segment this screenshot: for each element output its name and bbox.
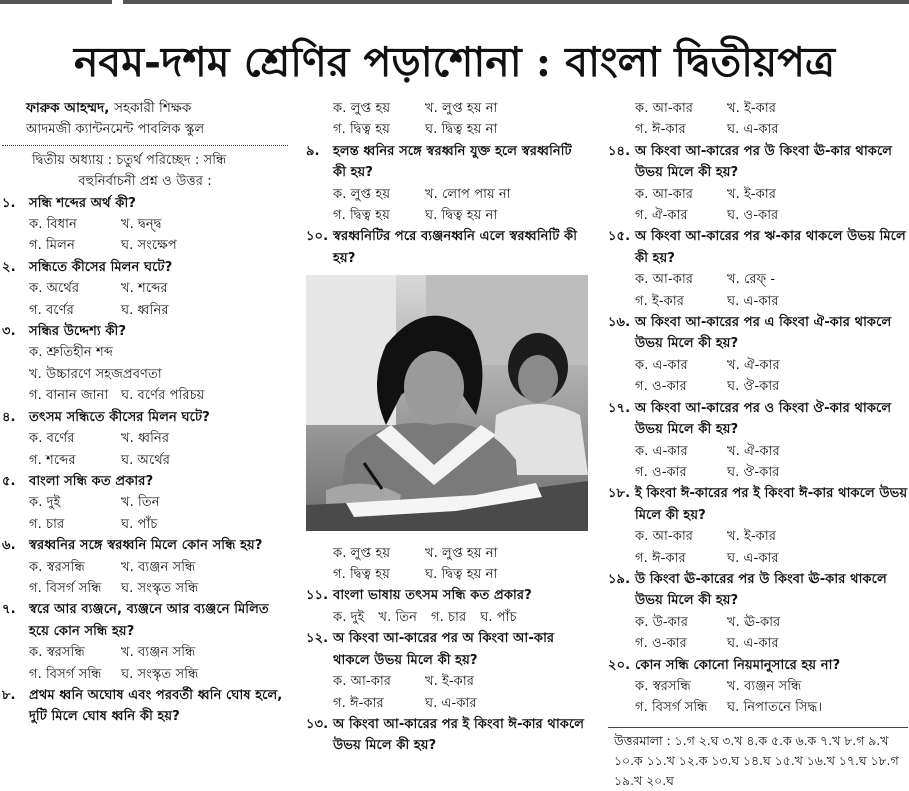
option-row	[2, 300, 288, 321]
question	[608, 483, 908, 526]
option-row	[306, 693, 588, 714]
option: ঘ. এ-কার	[727, 550, 779, 566]
question-text: বাংলা ভাষায় তৎসম সন্ধি কত প্রকার?	[333, 588, 532, 604]
option: গ. ঈ-কার	[333, 695, 384, 711]
option: ক. দুই	[333, 609, 365, 625]
question-text: তৎসম সন্ধিতে কীসের মিলন ঘটে?	[29, 409, 210, 425]
option: ক. লুপ্ত হয়	[333, 545, 391, 561]
option-row	[2, 557, 288, 578]
question-list-2a	[306, 98, 588, 269]
question-number: ১৫.	[608, 229, 631, 245]
question	[608, 398, 908, 441]
question-text: উ কিংবা ঊ-কারের পর উ কিংবা ঊ-কার থাকলে উভয় মিলে কী হয়?	[635, 571, 887, 609]
question-text: স্বরধ্বনির সঙ্গে স্বরধ্বনি মিলে কোন সন্ধি হয়?	[29, 538, 263, 554]
option: ক. স্বরসন্ধি	[29, 645, 85, 661]
question	[306, 628, 588, 671]
option-row	[306, 671, 588, 692]
option: ঘ. ধ্বনির	[121, 302, 169, 318]
option-row	[608, 376, 908, 397]
question-number: ১৮.	[608, 486, 631, 502]
question	[2, 685, 288, 728]
column-2	[306, 98, 588, 757]
option-row	[2, 450, 288, 471]
option: গ. বিসর্গ সন্ধি	[635, 700, 708, 716]
option: খ. ঐ-কার	[727, 443, 780, 459]
option: খ. উচ্চারণে সহজপ্রবণতা	[29, 366, 162, 382]
option: ঘ. দ্বিত্ব হয় না	[425, 208, 498, 224]
question-number: ৯.	[306, 143, 320, 159]
option: ক. আ-কার	[635, 529, 694, 545]
option: খ. ঊ-কার	[727, 614, 781, 630]
question	[608, 655, 908, 676]
option-row	[608, 119, 908, 140]
option-row	[2, 642, 288, 663]
option: গ. দ্বিত্ব হয়	[333, 122, 390, 138]
question-number: ১৯.	[608, 571, 631, 587]
page-title: নবম-দশম শ্রেণির পড়াশোনা : বাংলা দ্বিতীয়পত্র	[73, 38, 836, 86]
option: ঘ. দ্বিত্ব হয় না	[425, 567, 498, 583]
mcq-heading: বহুনির্বাচনী প্রশ্ন ও উত্তর :	[78, 174, 212, 190]
author-role: সহকারী শিক্ষক	[114, 100, 192, 116]
question-number: ৫.	[2, 473, 16, 489]
option: ঘ. সংস্কৃত সন্ধি	[121, 580, 199, 596]
option-row	[608, 98, 908, 119]
option: ঘ. সংক্ষেপ	[121, 238, 177, 254]
option: গ. ই-কার	[635, 293, 684, 309]
question-number: ৪.	[2, 409, 16, 425]
question-number: ৭.	[2, 602, 16, 618]
question-text: হলন্ত ধ্বনির সঙ্গে স্বরধ্বনি যুক্ত হলে স্বরধ্বনিটি কী হয়?	[333, 143, 572, 181]
option-row	[306, 119, 588, 140]
option-row	[2, 342, 288, 363]
option: ক. আ-কার	[333, 674, 392, 690]
option: ক. দুই	[29, 495, 61, 511]
option: গ. ঈ-কার	[635, 550, 686, 566]
question-text: অ কিংবা আ-কারের পর ও কিংবা ঔ-কার থাকলে উভয় মিলে কী হয়?	[635, 400, 892, 438]
question-number: ১১.	[306, 588, 329, 604]
question	[608, 569, 908, 612]
option: খ. ব্যঞ্জন সন্ধি	[121, 559, 196, 575]
option: খ. তিন	[121, 495, 160, 511]
option: খ. লুপ্ত হয় না	[425, 545, 498, 561]
option-row	[608, 548, 908, 569]
question-text: ই কিংবা ঈ-কারের পর ই কিংবা ঈ-কার থাকলে উভয় মিলে কী হয়?	[635, 486, 908, 523]
question-text: অ কিংবা আ-কারের পর ই কিংবা ঈ-কার থাকলে উভয় মিলে কী হয়?	[333, 716, 585, 754]
question-text: সন্ধি শব্দের অর্থ কী?	[29, 195, 136, 211]
option: ঘ. নিপাতনে সিদ্ধ।	[727, 700, 823, 716]
option: খ. লোপ পায় না	[425, 186, 511, 202]
option: ক. এ-কার	[635, 357, 688, 373]
question-number: ৮.	[2, 687, 16, 703]
question-list-2b	[306, 543, 588, 757]
question-text: অ কিংবা আ-কারের পর এ কিংবা ঐ-কার থাকলে উভয় মিলে কী হয়?	[635, 315, 892, 352]
option: ঘ. পাঁচ	[480, 609, 517, 625]
question-text: সন্ধিতে কীসের মিলন ঘটে?	[29, 259, 173, 275]
option-row	[608, 184, 908, 205]
option-row	[608, 526, 908, 547]
option: খ. শব্দের	[121, 281, 168, 297]
option: ক. আ-কার	[635, 186, 694, 202]
option-row	[608, 612, 908, 633]
question-text: অ কিংবা আ-কারের পর উ কিংবা ঊ-কার থাকলে উভয় মিলে কী হয়?	[635, 143, 893, 181]
option-row	[2, 492, 288, 513]
question	[306, 226, 588, 269]
option-row	[2, 364, 288, 385]
option-row	[306, 184, 588, 205]
question-number: ২.	[2, 259, 16, 275]
option-row	[306, 98, 588, 119]
option-row	[2, 578, 288, 599]
option: ঘ. ও-কার	[727, 208, 779, 224]
question-text: অ কিংবা আ-কারের পর ঋ-কার থাকলে উভয় মিলে কী হয়?	[635, 229, 906, 266]
option: গ. বানান জানা	[29, 388, 109, 404]
option: ক. শ্রুতিহীন শব্দ	[29, 345, 114, 361]
question	[306, 141, 588, 184]
top-rule-right	[123, 0, 909, 4]
option: খ. রেফ্ ‍-	[727, 272, 776, 288]
question-text: সন্ধির উদ্দেশ্য কী?	[29, 324, 126, 340]
column-1	[2, 98, 288, 728]
option: ঘ. এ-কার	[727, 636, 779, 652]
option-row	[608, 697, 908, 718]
question-list-3	[608, 98, 908, 719]
option: খ. দ্বন্দ্ব	[121, 217, 162, 233]
option: গ. চার	[29, 516, 65, 532]
option: ক. বর্ণের	[29, 431, 75, 447]
option-row	[2, 385, 288, 406]
author-line	[2, 98, 288, 119]
option-row	[608, 441, 908, 462]
option: খ. লুপ্ত হয় না	[425, 101, 498, 116]
option-row	[2, 235, 288, 256]
option: ক. আ-কার	[635, 101, 694, 116]
option: ক. এ-কার	[635, 443, 688, 459]
option: গ. মিলন	[29, 238, 75, 254]
question	[608, 312, 908, 355]
answer-key: উত্তরমালা : ১.গ ২.ঘ ৩.খ ৪.ক ৫.ক ৬.ক ৭.খ ৮.গ ৯.খ ১০.ক ১১.খ ১২.ক ১৩.ঘ ১৪.ঘ ১৫.খ ১৬.খ ১৭.ঘ ১৮.গ ১৯.খ ২০.ঘ	[608, 727, 908, 791]
option-row	[2, 664, 288, 685]
option: গ. শব্দের	[29, 452, 76, 468]
option: ঘ. সংস্কৃত সন্ধি	[121, 666, 199, 682]
option: ঘ. এ-কার	[727, 293, 779, 309]
option: ক. লুপ্ত হয়	[333, 101, 391, 116]
option-row	[2, 278, 288, 299]
option-row	[306, 607, 588, 628]
question-text: স্বরধ্বনিটির পরে ব্যঞ্জনধ্বনি এলে স্বরধ্বনিটি কী হয়?	[333, 229, 578, 266]
question	[608, 141, 908, 184]
option: ক. বিধান	[29, 217, 77, 233]
option: ঘ. দ্বিত্ব হয় না	[425, 122, 498, 138]
option: গ. বর্ণের	[29, 302, 74, 318]
chapter-title: দ্বিতীয় অধ্যায় : চতুর্থ পরিচ্ছেদ : সন্ধি	[32, 152, 227, 168]
question-number: ২০.	[608, 657, 631, 673]
question-text: স্বরে আর ব্যঞ্জনে, ব্যঞ্জনে আর ব্যঞ্জনে মিলিত হয়ে কোন সন্ধি হয়?	[29, 602, 269, 639]
option: ক. আ-কার	[635, 272, 694, 288]
option-row	[306, 205, 588, 226]
question	[2, 321, 288, 342]
option-row	[608, 355, 908, 376]
option: ঘ. ঔ-কার	[727, 379, 780, 395]
option: খ. ই-কার	[425, 674, 474, 690]
question-text: বাংলা সন্ধি কত প্রকার?	[29, 473, 154, 489]
question-number: ৩.	[2, 324, 16, 340]
option: ঘ. অর্থের	[121, 452, 171, 468]
option: গ. দ্বিত্ব হয়	[333, 567, 390, 583]
author-name: ফারুক আহম্মদ,	[26, 100, 110, 116]
question	[306, 585, 588, 606]
option: খ. ঐ-কার	[727, 357, 780, 373]
author-school: আদমজী ক্যান্টনমেন্ট পাবলিক স্কুল	[26, 122, 205, 138]
option: খ. ই-কার	[727, 529, 776, 545]
question-text: কোন সন্ধি কোনো নিয়মানুসারে হয় না?	[635, 657, 841, 673]
column-3	[608, 98, 908, 791]
option: ক. উ-কার	[635, 614, 688, 630]
option: গ. ও-কার	[635, 379, 687, 395]
question	[2, 599, 288, 642]
option: ক. লুপ্ত হয়	[333, 186, 391, 202]
question-list-1	[2, 193, 288, 728]
question	[2, 535, 288, 556]
option: গ. ও-কার	[635, 636, 687, 652]
question-text: অ কিংবা আ-কারের পর অ কিংবা আ-কার থাকলে উভয় মিলে কী হয়?	[333, 631, 555, 668]
option: গ. ঐ-কার	[635, 208, 688, 224]
question-number: ১৬.	[608, 315, 631, 331]
option: ঘ. বর্ণের পরিচয়	[121, 388, 205, 404]
question	[2, 257, 288, 278]
question-number: ১৭.	[608, 400, 631, 416]
option: খ. তিন	[378, 609, 417, 625]
question	[2, 407, 288, 428]
option: খ. ই-কার	[727, 186, 776, 202]
option-row	[2, 214, 288, 235]
students-writing-exam-photo	[306, 275, 588, 531]
question-number: ১৪.	[608, 143, 631, 159]
option: ঘ. পাঁচ	[121, 516, 158, 532]
option: ক. স্বরসন্ধি	[29, 559, 85, 575]
dotted-divider	[2, 145, 288, 146]
question-number: ১.	[2, 195, 16, 211]
option: ক. অর্থের	[29, 281, 80, 297]
option-row	[608, 269, 908, 290]
option: গ. দ্বিত্ব হয়	[333, 208, 390, 224]
option: গ. বিসর্গ সন্ধি	[29, 666, 102, 682]
question-number: ১২.	[306, 631, 329, 647]
question-text: প্রথম ধ্বনি অঘোষ এবং পরবর্তী ধ্বনি ঘোষ হলে, দুটি মিলে ঘোষ ধ্বনি কী হয়?	[29, 687, 283, 725]
option: গ. ঈ-কার	[635, 122, 686, 138]
option: খ. ব্যঞ্জন সন্ধি	[727, 678, 802, 694]
option: গ. বিসর্গ সন্ধি	[29, 580, 102, 596]
option-row	[306, 564, 588, 585]
option-row	[608, 633, 908, 654]
option: খ. ই-কার	[727, 101, 776, 116]
question	[2, 471, 288, 492]
option: গ. চার	[431, 609, 467, 625]
option: ঘ. এ-কার	[425, 695, 477, 711]
option-row	[2, 428, 288, 449]
option-row	[306, 543, 588, 564]
question	[608, 226, 908, 269]
option: খ. ধ্বনির	[121, 431, 170, 447]
option-row	[608, 291, 908, 312]
option: ঘ. এ-কার	[727, 122, 779, 138]
option: ঘ. ঔ-কার	[727, 464, 780, 480]
question-number: ১৩.	[306, 716, 329, 732]
question-number: ১০.	[306, 229, 329, 245]
option-row	[608, 676, 908, 697]
option-row	[2, 514, 288, 535]
option-row	[608, 205, 908, 226]
option: খ. ব্যঞ্জন সন্ধি	[121, 645, 196, 661]
question-number: ৬.	[2, 538, 16, 554]
question	[306, 714, 588, 757]
question	[2, 193, 288, 214]
option-row	[608, 462, 908, 483]
option: ক. স্বরসন্ধি	[635, 678, 691, 694]
option: গ. ও-কার	[635, 464, 687, 480]
top-rule-left	[0, 0, 112, 4]
